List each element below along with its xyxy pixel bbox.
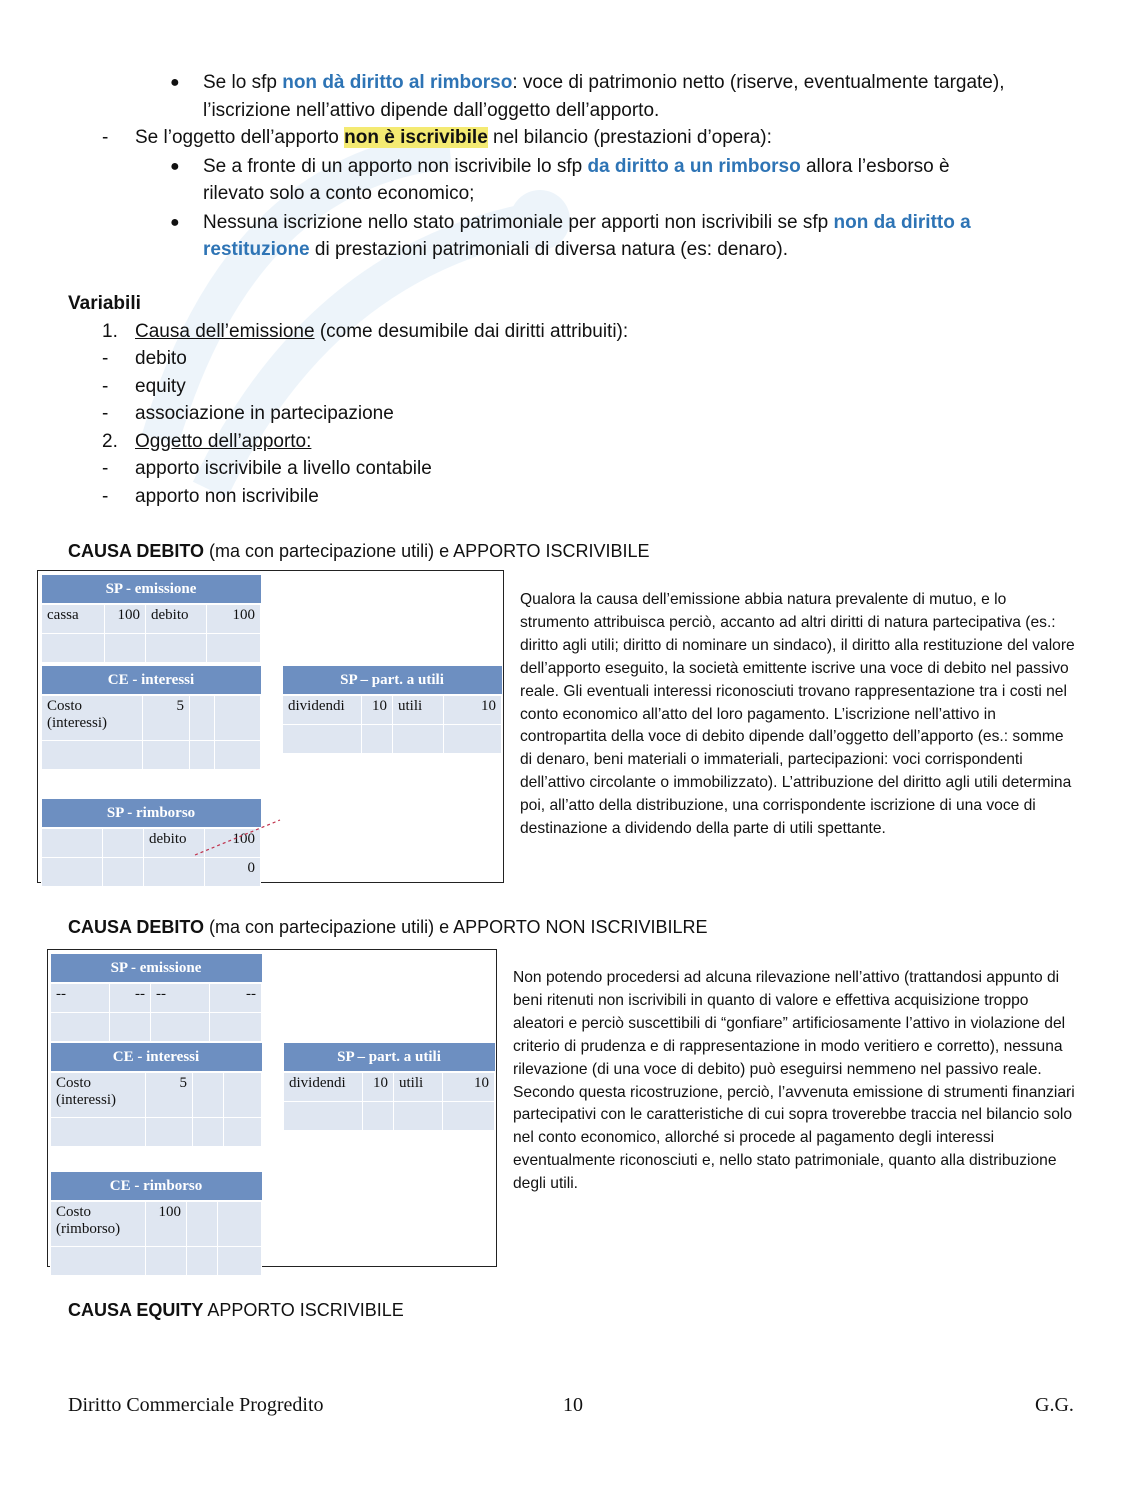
list-item: Causa dell’emissione (come desumibile dai diritti attribuiti): — [135, 321, 629, 342]
list-item: debito — [135, 348, 187, 369]
bullet-line: restituzione di prestazioni patrimoniali di diversa natura (es: denaro). — [203, 239, 789, 260]
strike-line — [190, 815, 285, 860]
variabili-title: Variabili — [68, 293, 141, 314]
dash-marker: - — [102, 403, 109, 424]
bullet-icon: ● — [170, 214, 180, 231]
list-number: 2. — [102, 431, 118, 452]
list-item: associazione in partecipazione — [135, 403, 394, 424]
bullet-icon: ● — [170, 74, 180, 91]
table-sp-emissione: SP - emissione -- -- -- -- — [50, 954, 262, 1042]
explanation-text: Qualora la causa dell’emissione abbia natura prevalente di mutuo, e lo strumento attribuisca perciò, accanto ad altri diritti di natura partecipativa (es.: diritto agli utili; diritto di nominare un sindaco), il diritto alla restituzione del valore dell’apporto eseguito, la società emittente iscrive una voce di debito nel passivo reale. Gli eventuali interessi riconosciuti trovano rappresentazione tra i costi nel conto economico all’atto del loro pagamento. L’iscrizione nell’attivo in contropartita della voce di debito dipende dall’oggetto dell’apporto (es.: somme di denaro, beni materiali o immateriali, partecipazioni: voci corrispondenti dell’attivo circolante o immobilizzato). L’attribuzione del diritto agli utili determina poi, all’atto della distribuzione, una corrispondente iscrizione di una voce di destinazione a dividendo della parte di utili spettante. — [520, 591, 1075, 838]
table-ce-rimborso: CE - rimborso Costo (rimborso) 100 — [50, 1172, 262, 1276]
table-sp-part-utili: SP – part. a utili dividendi 10 utili 10 — [283, 1043, 495, 1131]
list-item: apporto non iscrivibile — [135, 486, 319, 507]
footer-author: G.G. — [1035, 1394, 1074, 1416]
bullet-line: Se lo sfp non dà diritto al rimborso: voce di patrimonio netto (riserve, eventualmente targate), — [203, 72, 1005, 93]
table-ce-interessi: CE - interessi Costo (interessi) 5 — [41, 666, 261, 770]
explanation-text: Non potendo procedersi ad alcuna rilevazione nell’attivo (trattandosi appunto di beni ritenuti non iscrivibili in quanto di valore e effettiva acquisizione troppo aleatori e perciò suscettibili di “gonfiare” artificiosamente l’attivo in violazione del criterio di prudenza e di rappresentazione in modo veritiero e corretto), nessuna rilevazione (di una voce di debito) può eseguirsi nemmeno nel passivo reale. Secondo questa ricostruzione, perciò, l’avvenuta emissione di strumenti finanziari partecipativi con le caratteristiche di cui sopra troverebbe traccia nel bilancio solo nel conto economico, allorché si procede al pagamento degli interessi eventualmente riconosciuti e, nello stato patrimoniale, quanto alla distribuzione degli utili. — [513, 969, 1075, 1193]
section-heading: CAUSA EQUITY APPORTO ISCRIVIBILE — [68, 1300, 404, 1320]
bullet-line: l’iscrizione nell’attivo dipende dall’oggetto dell’apporto. — [203, 100, 660, 121]
list-item: apporto iscrivibile a livello contabile — [135, 458, 432, 479]
table-sp-rimborso: SP - rimborso debito 100 0 — [41, 799, 261, 887]
bullet-icon: ● — [170, 158, 180, 175]
section-heading: CAUSA DEBITO (ma con partecipazione utili) e APPORTO ISCRIVIBILE — [68, 541, 650, 561]
section-heading: CAUSA DEBITO (ma con partecipazione utili) e APPORTO NON ISCRIVIBILRE — [68, 917, 708, 937]
table-ce-interessi: CE - interessi Costo (interessi) 5 — [50, 1043, 262, 1147]
dash-marker: - — [102, 458, 109, 479]
table-sp-part-utili: SP – part. a utili dividendi 10 utili 10 — [282, 666, 502, 754]
bullet-line: Se a fronte di un apporto non iscrivibile lo sfp da diritto a un rimborso allora l’esborso è — [203, 156, 950, 177]
dash-marker: - — [102, 348, 109, 369]
footer-title: Diritto Commerciale Progredito — [68, 1394, 324, 1416]
dash-line: Se l’oggetto dell’apporto non è iscrivibile nel bilancio (prestazioni d’opera): — [135, 127, 772, 148]
dash-marker: - — [102, 127, 109, 148]
dash-marker: - — [102, 486, 109, 507]
bullet-line: Nessuna iscrizione nello stato patrimoniale per apporti non iscrivibili se sfp non da diritto a — [203, 212, 971, 233]
table-sp-emissione: SP - emissione cassa 100 debito 100 — [41, 575, 261, 663]
list-item: equity — [135, 376, 186, 397]
list-item: Oggetto dell’apporto: — [135, 431, 312, 452]
dash-marker: - — [102, 376, 109, 397]
page-number: 10 — [563, 1394, 583, 1416]
list-number: 1. — [102, 321, 118, 342]
bullet-line: rilevato solo a conto economico; — [203, 183, 475, 204]
